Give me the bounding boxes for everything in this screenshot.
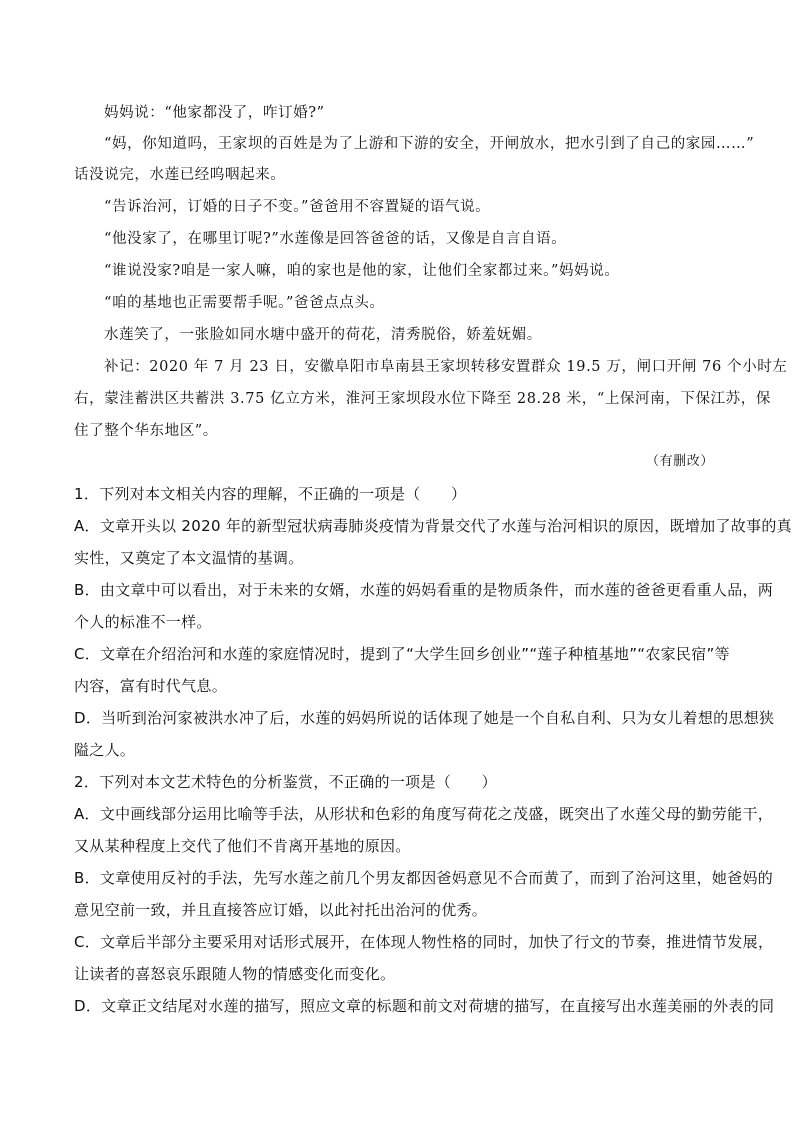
question-2-option-c: C．文章后半部分主要采用对话形式展开，在体现人物性格的同时，加快了行文的节奏，推进情节发展， [74,933,774,951]
supplementary-note-line: 补记：2020 年 7 月 23 日，安徽阜阳市阜南县王家坝转移安置群众 19.5 万，闸口开闸 76 个小时左 [104,359,788,375]
story-line: “妈，你知道吗，王家坝的百姓是为了上游和下游的安全，开闸放水，把水引到了自己的家园……” [104,136,755,152]
question-2-option-c-cont: 让读者的喜怒哀乐跟随人物的情感变化而变化。 [74,965,396,983]
story-line: 水莲笑了，一张脸如同水塘中盛开的荷花，清秀脱俗，娇羞妩媚。 [104,327,542,343]
supplementary-note-line: 住了整个华东地区”。 [74,423,218,439]
question-2-option-a: A．文中画线部分运用比喻等手法，从形状和色彩的角度写荷花之茂盛，既突出了水莲父母的勤劳能干， [74,805,774,823]
question-1-option-a-cont: 实性，又奠定了本文温情的基调。 [74,549,304,567]
story-line: “他没家了，在哪里订呢?”水莲像是回答爸爸的话，又像是自言自语。 [104,231,567,247]
story-line: 话没说完，水莲已经呜咽起来。 [74,167,286,183]
question-1-option-c: C．文章在介绍治河和水莲的家庭情况时，提到了“大学生回乡创业”“莲子种植基地”“农家民宿”等 [74,645,730,663]
question-1-option-c-cont: 内容，富有时代气息。 [74,677,228,695]
source-note: （有删改） [645,454,714,469]
question-1-option-b: B．由文章中可以看出，对于未来的女婿，水莲的妈妈看重的是物质条件，而水莲的爸爸更看重人品，两 [74,581,774,599]
question-1-option-a: A．文章开头以 2020 年的新型冠状病毒肺炎疫情为背景交代了水莲与治河相识的原因，既增加了故事的真 [74,517,792,535]
question-2-option-b-cont: 意见空前一致，并且直接答应订婚，以此衬托出治河的优秀。 [74,901,488,919]
story-line: 妈妈说：“他家都没了，咋订婚?” [104,105,325,121]
question-1-option-b-cont: 个人的标准不一样。 [74,613,212,631]
story-line: “谁说没家?咱是一家人嘛，咱的家也是他的家，让他们全家都过来。”妈妈说。 [104,263,620,279]
question-2-option-d: D．文章正文结尾对水莲的描写，照应文章的标题和前文对荷塘的描写，在直接写出水莲美丽的外表的同 [74,997,775,1015]
story-line: “咱的基地也正需要帮手呢。”爸爸点点头。 [104,295,385,311]
question-2-option-a-cont: 又从某种程度上交代了他们不肯离开基地的原因。 [74,837,411,855]
question-2-option-b: B．文章使用反衬的手法，先写水莲之前几个男友都因爸妈意见不合而黄了，而到了治河这里，她爸妈的 [74,869,774,887]
story-line: “告诉治河，订婚的日子不变。”爸爸用不容置疑的语气说。 [104,199,491,215]
question-1-option-d-cont: 隘之人。 [74,741,136,759]
question-2-stem: 2．下列对本文艺术特色的分析鉴赏，不正确的一项是（ ） [74,773,497,791]
supplementary-note-line: 右，蒙洼蓄洪区共蓄洪 3.75 亿立方米，淮河王家坝段水位下降至 28.28 米，“上保河南，下保江苏，保 [74,391,771,407]
question-1-stem: 1．下列对本文相关内容的理解，不正确的一项是（ ） [74,485,467,503]
question-1-option-d: D．当听到治河家被洪水冲了后，水莲的妈妈所说的话体现了她是一个自私自利、只为女儿着想的思想狭 [74,709,775,727]
